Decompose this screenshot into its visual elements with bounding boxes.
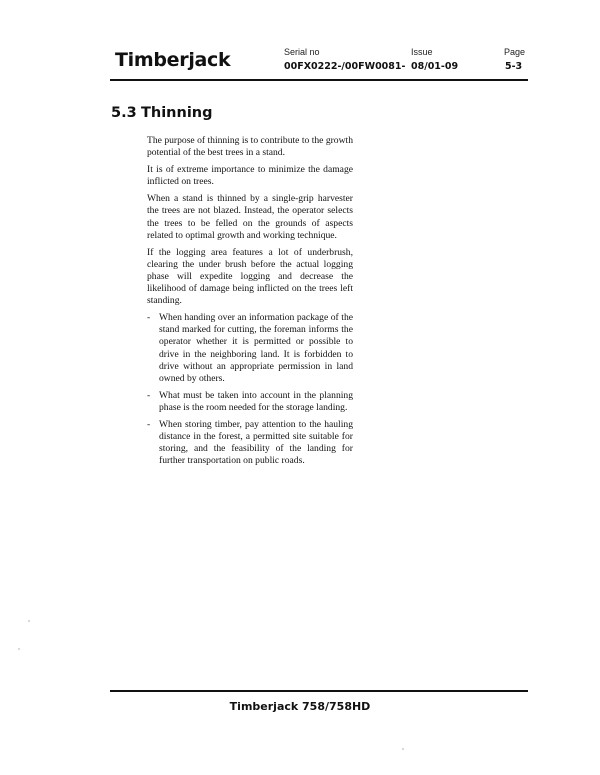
section-title: Thinning: [141, 105, 213, 121]
serial-value: 00FX0222-/00FW0081-: [284, 61, 406, 72]
serial-label: Serial no: [284, 47, 320, 57]
scan-speck: [18, 648, 20, 650]
bullet-dash: -: [147, 389, 151, 401]
section-heading: [111, 105, 213, 121]
footer-model: Timberjack 758/758HD: [229, 700, 371, 713]
section-number: 5.3: [111, 105, 137, 121]
paragraph: The purpose of thinning is to contribute to the growth potential of the best trees in a stand.: [147, 135, 353, 159]
footer-rule: [110, 690, 528, 692]
section-body: [147, 135, 353, 472]
brand-logo: Timberjack: [115, 49, 231, 71]
list-item-text: What must be taken into account in the planning phase is the room needed for the storage landing.: [159, 389, 353, 413]
issue-value: 08/01-09: [411, 61, 459, 72]
bullet-dash: -: [147, 418, 151, 430]
bullet-list: [147, 312, 353, 467]
list-item-text: When handing over an information package of the stand marked for cutting, the foreman informs the operator whether it is permitted or possible to drive in the neighboring land. It is forbidden to drive without an appropriate permission in land owned by others.: [159, 312, 353, 384]
paragraph: When a stand is thinned by a single-grip harvester the trees are not blazed. Instead, the operator selects the trees to be felled on the grounds of aspects related to optimal growth and working technique.: [147, 193, 353, 241]
paragraph: If the logging area features a lot of underbrush, clearing the under brush before the actual logging phase will expedite logging and decrease the likelihood of damage being inflicted on the trees left standing.: [147, 246, 353, 307]
list-item: [147, 312, 353, 385]
header-rule: [110, 79, 528, 81]
scan-speck: [28, 620, 30, 622]
paragraph: It is of extreme importance to minimize the damage inflicted on trees.: [147, 164, 353, 188]
bullet-dash: -: [147, 312, 151, 324]
list-item: [147, 419, 353, 467]
page-value: 5-3: [505, 61, 523, 72]
page-label: Page: [504, 47, 526, 57]
scan-speck: [402, 748, 404, 750]
list-item-text: When storing timber, pay attention to the hauling distance in the forest, a permitted site suitable for storing, and the feasibility of the landing for further transportation on public roads.: [159, 418, 353, 467]
list-item: [147, 390, 353, 414]
issue-label: Issue: [411, 47, 433, 57]
